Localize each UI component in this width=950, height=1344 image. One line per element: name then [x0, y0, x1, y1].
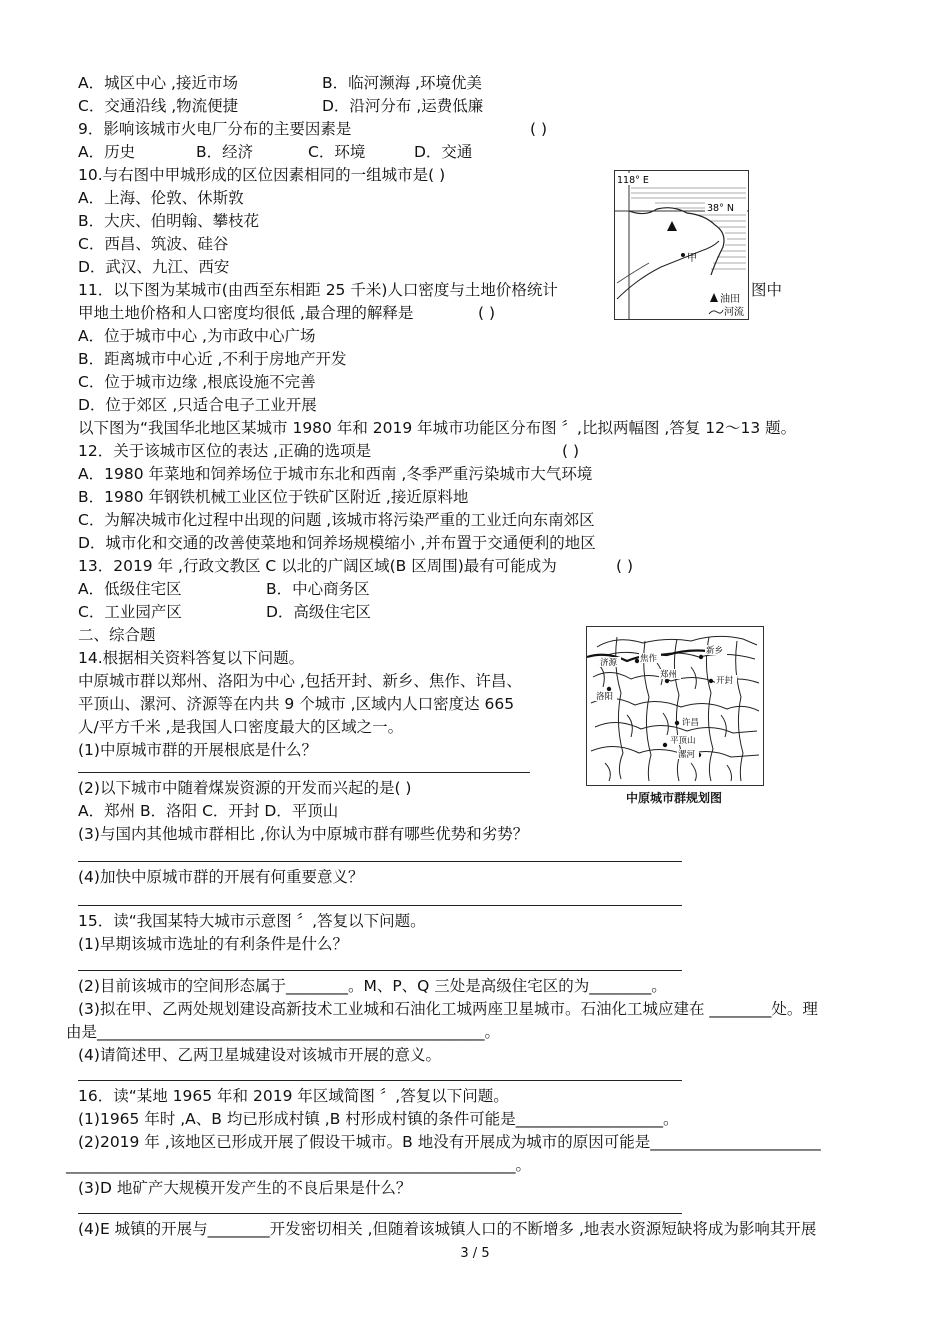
page-number: 3 / 5: [460, 1246, 490, 1261]
city-jia-dot: [681, 253, 685, 257]
city-label-jiyuan: 济源: [600, 658, 618, 668]
q9-option-b: B．经济: [196, 143, 254, 161]
q16-sub1: (1)1965 年时 ,A、B 均已形成村镇 ,B 村形成村镇的条件可能是___________________。: [78, 1110, 679, 1128]
q13-stem: 13．2019 年 ,行政文教区 C 以北的广阔区域(B 区周围)最有可能成为: [78, 557, 557, 575]
q14-sub4-answer-line[interactable]: [78, 905, 682, 906]
q15-sub4-answer-line[interactable]: [78, 1080, 682, 1081]
city-label-xinxiang: 新乡: [706, 646, 724, 656]
q9-stem: 9．影响该城市火电厂分布的主要因素是: [78, 120, 352, 138]
q11-option-b: B．距离城市中心近 ,不利于房地产开发: [78, 350, 347, 368]
q8-option-d: D．沿河分布 ,运费低廉: [322, 97, 484, 115]
q9-option-d: D．交通: [414, 143, 473, 161]
q16-sub2-line2: __________________________________________________________。: [66, 1156, 532, 1174]
q10-map: [614, 170, 749, 320]
city-label-kaifeng: 开封: [716, 676, 734, 686]
q13-answer-paren: ( ): [616, 557, 634, 575]
q14-para-line1: 中原城市群以郑州、洛阳为中心 ,包括开封、新乡、焦作、许昌、: [78, 672, 522, 690]
q11-stem-line2: 甲地土地价格和人口密度均很低 ,最合理的解释是: [78, 304, 414, 322]
q11-option-c: C．位于城市边缘 ,根底设施不完善: [78, 373, 316, 391]
q14-para-line3: 人/平方千米 ,是我国人口密度最大的区域之一。: [78, 718, 404, 736]
city-label-zhengzhou: 郑州: [660, 670, 678, 680]
q10-option-a: A．上海、伦敦、休斯敦: [78, 189, 244, 207]
q11-stem-line1: 11．以下图为某城市(由西至东相距 25 千米)人口密度与土地价格统计: [78, 281, 558, 299]
q9-option-c: C．环境: [308, 143, 366, 161]
q14-map-caption: 中原城市群规划图: [625, 791, 722, 805]
q11-option-a: A．位于城市中心 ,为市政中心广场: [78, 327, 316, 345]
q10-map-svg: [615, 171, 748, 319]
coastline: [629, 208, 724, 275]
q11-stem-tail: 图中: [751, 281, 783, 299]
q9-answer-paren: ( ): [530, 120, 548, 138]
q8-option-c: C．交通沿线 ,物流便捷: [78, 97, 239, 115]
oilfield-icon: [667, 221, 677, 231]
section-2-heading: 二、综合题: [78, 626, 156, 644]
q10-option-c: C．西昌、筑波、硅谷: [78, 235, 229, 253]
city-label-luoyang: 洛阳: [596, 692, 614, 702]
q13-option-d: D．高级住宅区: [266, 603, 371, 621]
q14-sub1: (1)中原城市群的开展根底是什么？: [78, 741, 317, 759]
q9-option-a: A．历史: [78, 143, 136, 161]
q11-answer-paren: ( ): [478, 304, 496, 322]
q14-para-line2: 平顶山、漯河、济源等在内共 9 个城市 ,区域内人口密度达 665: [78, 695, 515, 713]
city-jia-label: 甲: [687, 253, 697, 264]
q13-option-b: B．中心商务区: [266, 580, 370, 598]
q12-option-a: A．1980 年菜地和饲养场位于城市东北和西南 ,冬季严重污染城市大气环境: [78, 465, 593, 483]
q14-map-svg: [587, 627, 763, 785]
q14-sub3: (3)与国内其他城市群相比 ,你认为中原城市群有哪些优势和劣势？: [78, 825, 529, 843]
q13-option-a: A．低级住宅区: [78, 580, 182, 598]
q15-sub1-answer-line[interactable]: [78, 970, 682, 971]
q14-sub1-answer-line[interactable]: [78, 772, 530, 773]
city-label-xuchang: 许昌: [682, 718, 700, 728]
q12-option-c: C．为解决城市化过程中出现的问题 ,该城市将污染严重的工业迁向东南郊区: [78, 511, 595, 529]
river-branch: [617, 263, 649, 283]
q12-option-d: D．城市化和交通的改善使菜地和饲养场规模缩小 ,并布置于交通便利的地区: [78, 534, 596, 552]
q14-sub3-answer-line[interactable]: [78, 861, 682, 862]
q14-sub2-options: A．郑州 B．洛阳 C．开封 D．平顶山: [78, 802, 339, 820]
q8-option-b: B．临河濒海 ,环境优美: [322, 74, 482, 92]
longitude-label: 118° E: [617, 175, 649, 186]
q12-answer-paren: ( ): [562, 442, 580, 460]
q11-option-d: D．位于郊区 ,只适合电子工业开展: [78, 396, 317, 414]
legend-oilfield-label: 油田: [720, 294, 740, 305]
q10-option-d: D．武汉、九江、西安: [78, 258, 230, 276]
q15-sub4: (4)请简述甲、乙两卫星城建设对该城市开展的意义。: [78, 1046, 441, 1064]
city-label-pingdingshan: 平顶山: [670, 736, 696, 746]
q10-option-b: B．大庆、伯明翰、攀枝花: [78, 212, 260, 230]
q15-sub3-line2: 由是__________________________________________________。: [66, 1023, 501, 1041]
q16-sub4: (4)E 城镇的开展与________开发密切相关 ,但随着该城镇人口的不断增多 ,地表水资源短缺将成为影响其开展: [78, 1220, 817, 1238]
city-label-luohe: 漯河: [678, 750, 696, 760]
q15-sub2: (2)目前该城市的空间形态属于________。M、P、Q 三处是高级住宅区的为________。: [78, 977, 667, 995]
q14-map: [586, 626, 764, 786]
q16-sub2-line1: (2)2019 年 ,该地区已形成开展了假设干城市。B 地没有开展成为城市的原因可能是______________________: [78, 1133, 821, 1151]
q16-sub3: (3)D 地矿产大规模开发产生的不良后果是什么？: [78, 1179, 412, 1197]
q13-option-c: C．工业园产区: [78, 603, 182, 621]
q15-sub1: (1)早期该城市选址的有利条件是什么？: [78, 935, 348, 953]
city-label-jiaozuo: 焦作: [640, 654, 658, 664]
intro-12-13: 以下图为“我国华北地区某城市 1980 年和 2019 年城市功能区分布图 〞,比拟两幅图 ,答复 12～13 题。: [78, 419, 797, 437]
q12-option-b: B．1980 年钢铁机械工业区位于铁矿区附近 ,接近原料地: [78, 488, 469, 506]
river-main: [617, 241, 719, 299]
q10-stem: 10.与右图中甲城形成的区位因素相同的一组城市是( ): [78, 166, 446, 184]
q16-sub3-answer-line[interactable]: [78, 1213, 682, 1214]
latitude-label: 38° N: [707, 203, 734, 214]
q15-stem: 15．读“我国某特大城市示意图 〞,答复以下问题。: [78, 912, 426, 930]
q14-sub4: (4)加快中原城市群的开展有何重要意义？: [78, 868, 364, 886]
q14-sub2: (2)以下城市中随着煤炭资源的开发而兴起的是( ): [78, 779, 412, 797]
q16-stem: 16．读“某地 1965 年和 2019 年区域简图 〞,答复以下问题。: [78, 1087, 509, 1105]
legend-river-label: 河流: [724, 307, 744, 318]
q12-stem: 12．关于该城市区位的表达 ,正确的选项是: [78, 442, 372, 460]
q14-stem: 14.根据相关资料答复以下问题。: [78, 649, 305, 667]
q8-option-a: A．城区中心 ,接近市场: [78, 74, 238, 92]
q15-sub3-line1: (3)拟在甲、乙两处规划建设高新技术工业城和石油化工城两座卫星城市。石油化工城应建在 ________处。理: [78, 1000, 818, 1018]
